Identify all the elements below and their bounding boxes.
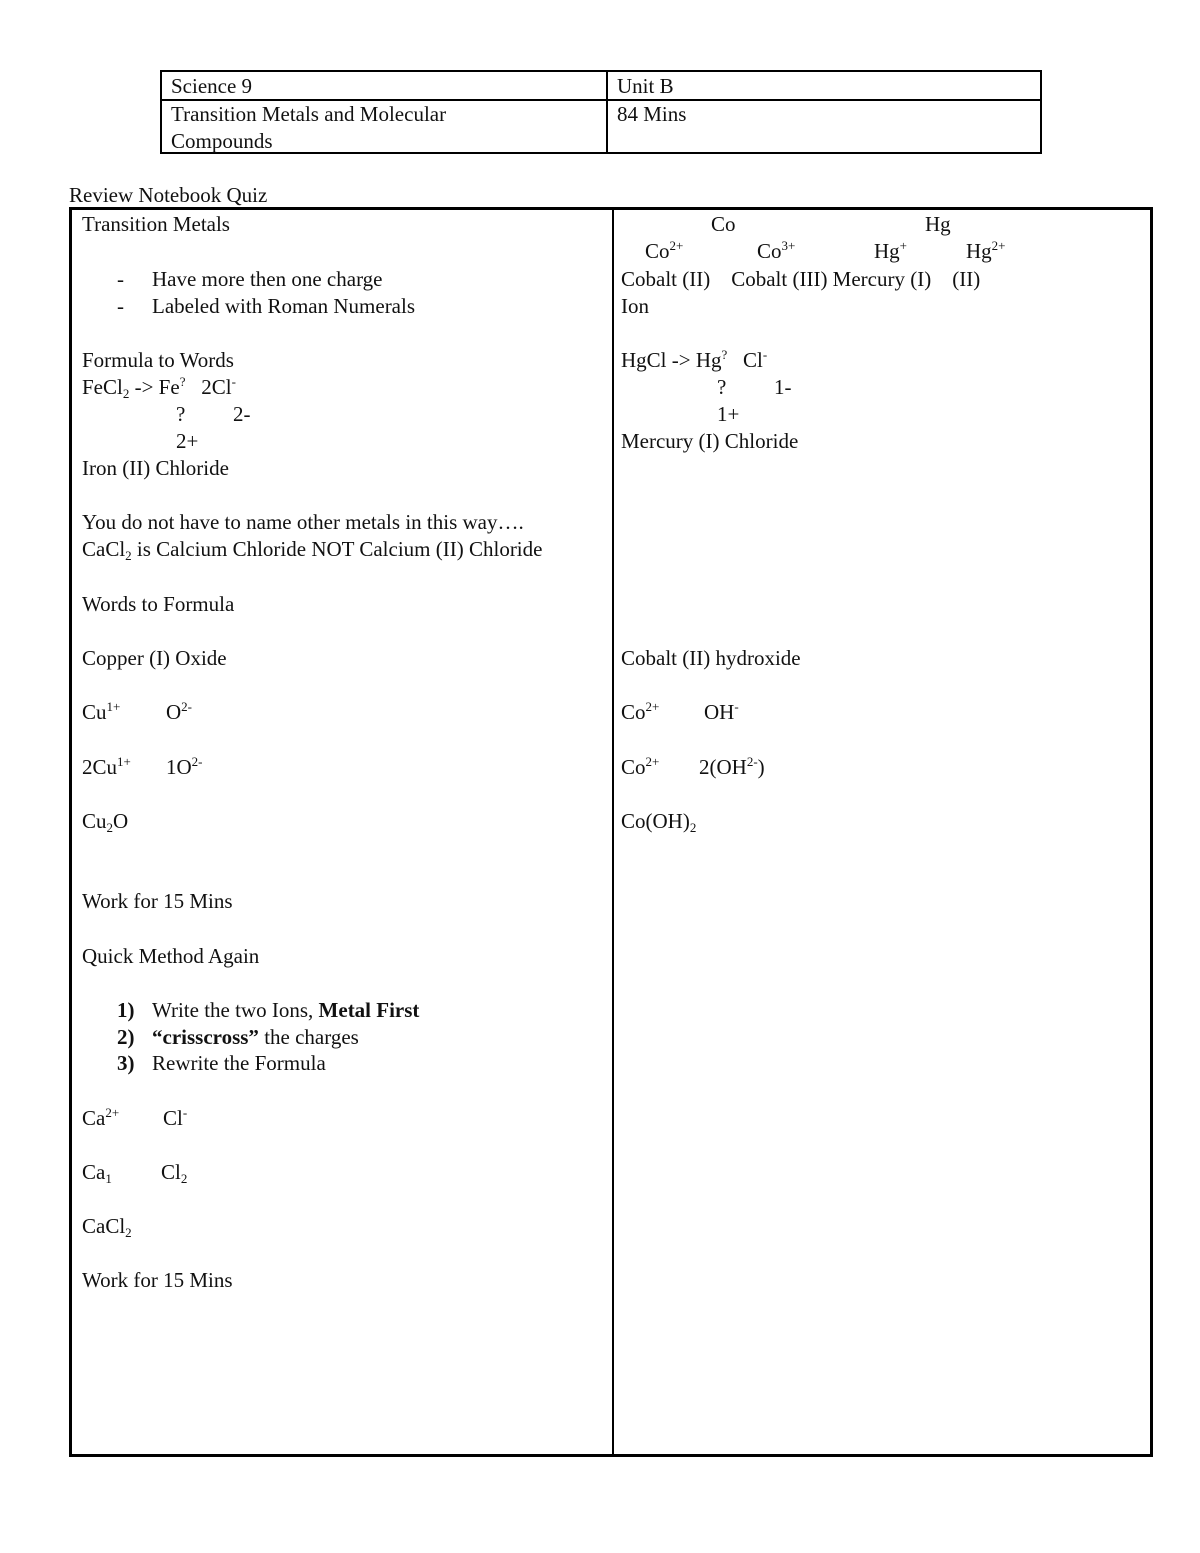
ion-word: Ion — [621, 294, 649, 318]
header-row-divider — [162, 99, 1040, 101]
chloride-ion: Cl- — [163, 1105, 188, 1130]
fecl2-equation: FeCl$_2$ -> Fe? 2Cl- — [82, 374, 236, 401]
bullet-item: Labeled with Roman Numerals — [152, 294, 416, 318]
mercury-symbol: Hg — [925, 212, 951, 236]
copper-oxide-formula: $Cu_2O$ — [82, 809, 129, 835]
copper-oxide-name: Copper (I) Oxide — [82, 646, 227, 670]
work-instruction-1: Work for 15 Mins — [82, 889, 233, 913]
step-1 — [152, 1000, 419, 1021]
oxide-ion: $O^{2-}$ — [166, 699, 193, 724]
cobalt-2-ion: $Co^{2+}$ — [645, 238, 684, 263]
step-2 — [152, 1027, 359, 1048]
column-divider — [612, 210, 614, 1454]
iron-chloride-name: Iron (II) Chloride — [82, 456, 229, 480]
mercury-chloride-name: Mercury (I) Chloride — [621, 429, 799, 453]
step-number: 1) — [117, 998, 135, 1022]
chloride-subscript: $Cl_2$ — [161, 1160, 188, 1186]
step-number: 3) — [117, 1051, 135, 1075]
cobalt-hydroxide-formula: $Co(OH)_2$ — [621, 809, 697, 835]
cobalt-hydroxide-name: Cobalt (II) hydroxide — [621, 646, 801, 670]
topic-line-2: Compounds — [171, 129, 273, 153]
unknown-charge: ? — [176, 402, 186, 426]
chloride-1-charge: 1- — [774, 375, 792, 399]
mercury-1-ion: Hg+ — [874, 238, 908, 263]
chloride-charge: 2- — [233, 402, 251, 426]
unit-label: Unit B — [617, 74, 674, 98]
page-title: Review Notebook Quiz — [69, 183, 268, 207]
mercury-2-ion: $Hg^{2+}$ — [966, 238, 1006, 263]
other-metals-note: You do not have to name other metals in this way…. — [82, 510, 524, 534]
bullet-item: Have more then one charge — [152, 267, 383, 291]
section-heading-quick-method: Quick Method Again — [82, 944, 260, 968]
section-heading-transition-metals: Transition Metals — [82, 212, 230, 236]
cacl2-note: CaCl$_2$ is Calcium Chloride NOT Calcium (II) Chloride — [82, 537, 543, 563]
header-divider — [606, 72, 608, 152]
step-3: Rewrite the Formula — [152, 1051, 326, 1075]
hgcl-equation: HgCl -> Hg? Cl- — [621, 347, 768, 372]
step-text: the charges — [258, 1025, 359, 1049]
step-number: 2) — [117, 1025, 135, 1049]
step-text: Write the two Ions, — [152, 998, 319, 1022]
calcium-ion: $Ca^{2+}$ — [82, 1105, 120, 1130]
iron-charge: 2+ — [176, 429, 199, 453]
hydroxide-ion: OH- — [704, 699, 739, 724]
ion-names-line: Cobalt (II) Cobalt (III) Mercury (I) (II) — [621, 267, 981, 291]
course-label: Science 9 — [171, 74, 253, 98]
calcium-subscript: $Ca_1$ — [82, 1160, 112, 1186]
bullet-dash: - — [117, 267, 124, 291]
work-instruction-2: Work for 15 Mins — [82, 1268, 233, 1292]
topic-line-1: Transition Metals and Molecular — [171, 102, 447, 126]
section-heading-words-to-formula: Words to Formula — [82, 592, 235, 616]
cobalt-3-ion: $Co^{3+}$ — [757, 238, 796, 263]
mercury-charge: 1+ — [717, 402, 740, 426]
step-emphasis: Metal First — [318, 998, 420, 1022]
duration-label: 84 Mins — [617, 102, 687, 126]
cobalt-symbol: Co — [711, 212, 736, 236]
cacl2-note-text: is Calcium Chloride NOT Calcium (II) Chloride — [131, 537, 543, 561]
step-emphasis: “crisscross” — [152, 1025, 259, 1049]
mercury-unknown-charge: ? — [717, 375, 727, 399]
cobalt-ion: $Co^{2+}$ — [621, 699, 660, 724]
oxide-ion-count: $1O^{2-}$ — [166, 754, 203, 779]
calcium-chloride-formula: CaCl$_2$ — [82, 1214, 132, 1240]
section-heading-formula-to-words: Formula to Words — [82, 348, 234, 372]
copper-ion-count: $2Cu^{1+}$ — [82, 754, 131, 779]
hydroxide-count: $2(OH^{2-})$ — [699, 754, 765, 779]
cobalt-ion-2: $Co^{2+}$ — [621, 754, 660, 779]
bullet-dash: - — [117, 294, 124, 318]
copper-ion: $Cu^{1+}$ — [82, 699, 121, 724]
